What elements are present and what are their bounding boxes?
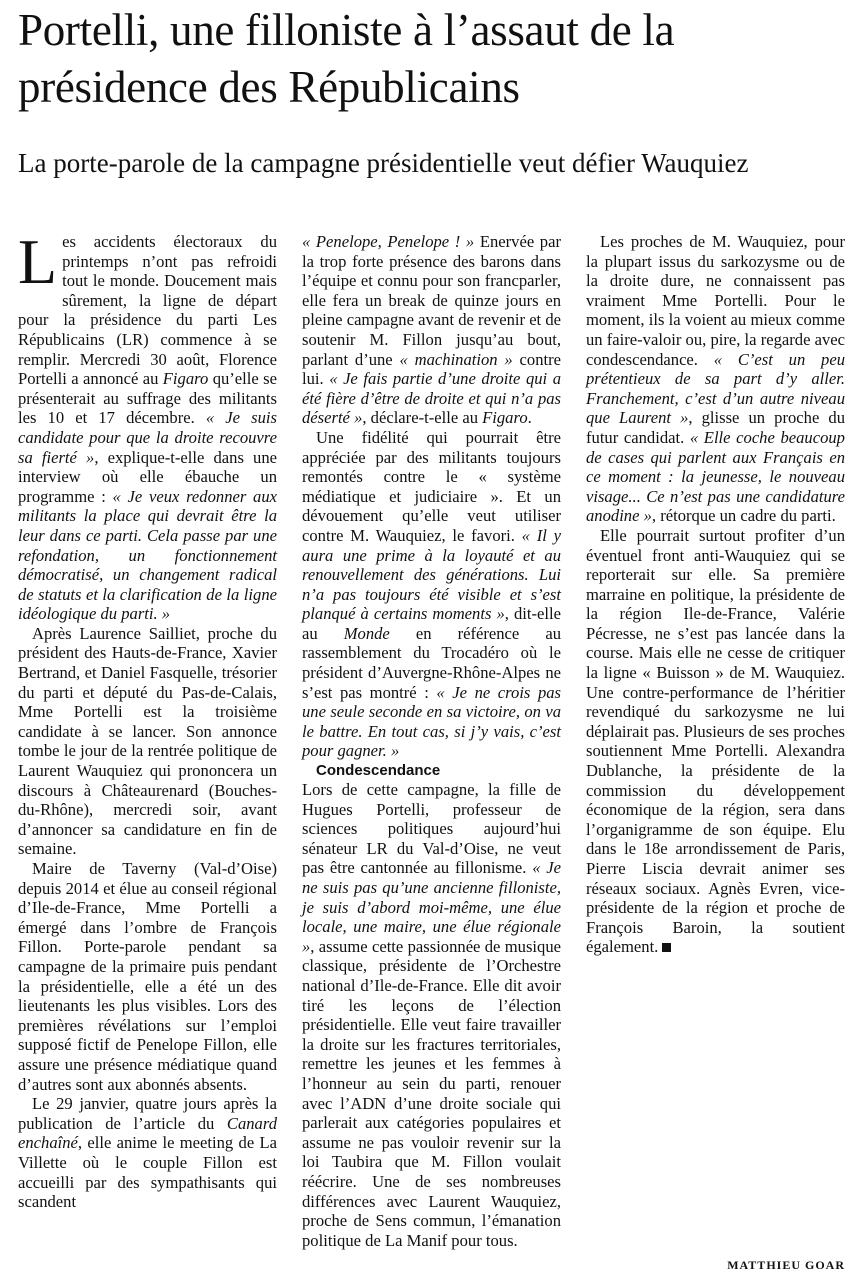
section-subtitle: Condescendance xyxy=(316,762,441,780)
paragraph xyxy=(302,428,561,761)
column-1 xyxy=(18,226,277,1212)
quote: « Il y aura une prime à la loyauté et au renouvellement des générations. Lui n’a pas toujours été visible et s’est planqué à certains moments » xyxy=(302,525,561,624)
text: qu’elle se présenterait au suffrage des militants les 10 et 17 décembre. xyxy=(18,369,277,428)
paragraph: Après Laurence Sailliet, proche du président des Hauts-de-France, Xavier Bertrand, et Daniel Fasquelle, trésorier du parti et député du Pas-de-Calais, Mme Portelli est la troisième candidate à se lancer. Son annonce tombe le jour de la rentrée politique de Laurent Wauquiez qui prononcera un discours à Châteaurenard (Bouches-du-Rhône), mercredi soir, avant d’annoncer sa candidature en fin de semaine. xyxy=(18,623,277,859)
text: Canard enchaîné xyxy=(18,1113,277,1153)
paragraph xyxy=(586,232,845,526)
column-2 xyxy=(302,232,561,1250)
text: , dit-elle au xyxy=(302,604,561,643)
text: , déclare-t-elle au xyxy=(362,408,483,428)
headline: Portelli, une filloniste à l’assaut de la présidence des Républicains xyxy=(18,5,675,112)
paragraph xyxy=(18,226,277,624)
text: Elle pourrait surtout profiter d’un éventuel front anti-Wauquiez qui se reporterait sur elle. Sa première marraine en politique, la présidente de la région Ile-de-France, Valérie Pécresse, ne s’est pas lancée dans la course. Mais elle ne cesse de critiquer la ligne « Buisson » de M. Wauquiez. Une contre-performance de l’héritier revendiqué du sarkozysme ne lui déplairait pas. Plusieurs de ses proches soutiennent Mme Portelli. Alexandra Dublanche, la présidente de la commission du développement économique de la région, sera dans l’organigramme de son équipe. Elu dans le 18e arrondissement de Paris, Pierre Liscia devrait animer ses réseaux sociaux. Agnès Evren, vice-présidente de la région et proche de François Baroin, la soutient également. xyxy=(586,525,845,957)
text: Le 29 janvier, quatre jours après la publication de l’article du xyxy=(18,1094,277,1133)
text: Monde xyxy=(343,623,390,643)
text: contre lui. xyxy=(302,349,561,389)
text: Figaro xyxy=(162,369,209,389)
paragraph xyxy=(18,1094,277,1212)
text: Figaro xyxy=(482,408,528,428)
text: Les proches de M. Wauquiez, pour la plupart issus du sarkozysme ou de la droite dure, ne connaissent pas vraiment Mme Portelli. Pour le moment, ils la voient au mieux comme un faire-valoir ou, pire, la regarde avec condescendance. xyxy=(586,232,845,369)
text: Enervée par la trop forte présence des barons dans l’équipe et connu pour son francparler, elle fera un break de quinze jours en pleine campagne avant de revenir et de soutenir M. Fillon jusqu’au bout, parlant d’une xyxy=(302,232,561,369)
quote: « Je veux redonner aux militants la place qui devrait être la leur dans ce parti. Cela passe par une refondation, un fonctionnement démocratisé, un changement radical de statuts et la clarification de la ligne idéologique du parti. » xyxy=(18,486,277,624)
quote: « C’est un peu prétentieux de sa part d’y aller. Franchement, c’est d’un autre niveau que Laurent » xyxy=(586,349,846,428)
text: , rétorque un cadre du parti. xyxy=(651,506,836,526)
text: , glisse un proche du futur candidat. xyxy=(586,408,845,447)
paragraph xyxy=(302,780,561,1250)
end-of-article-mark xyxy=(662,943,671,952)
drop-cap: L xyxy=(18,226,58,297)
column-3 xyxy=(586,232,845,957)
quote: « Je ne suis pas qu’une ancienne filloniste, je suis d’abord moi-même, une élue locale, une maire, une élue régionale » xyxy=(302,858,561,956)
quote: « Elle coche beaucoup de cases qui parlent aux Français en ce moment : la jeunesse, le nouveau visage... Ce n’est pas une candidature anodine » xyxy=(586,427,845,526)
quote: « machination » xyxy=(399,349,513,369)
text: en référence au rassemblement du Trocadéro où le président d’Auvergne-Rhône-Alpes ne s’est pas montré : xyxy=(302,623,561,702)
quote: « Penelope, Penelope ! » xyxy=(302,232,475,251)
paragraph: Maire de Taverny (Val-d’Oise) depuis 2014 et élue au conseil régional d’Ile-de-France, Mme Portelli a émergé dans l’ombre de François Fillon. Porte-parole pendant sa campagne de la primaire puis pendant la présidentielle, elle a été un des lieutenants les plus visibles. Lors des premières révélations sur l’emploi supposé fictif de Penelope Fillon, elle assure une présence médiatique quand d’autres sont aux abonnés absents. xyxy=(18,859,277,1094)
text: es accidents électoraux du printemps n’ont pas refroidi tout le monde. Doucement mais sûrement, la ligne de départ pour la présidence du parti Les Républicains (LR) commence à se remplir. Mercredi 30 août, Florence Portelli a annoncé au xyxy=(18,232,277,389)
text: Une fidélité qui pourrait être appréciée par des militants toujours remontés contre le « système médiatique et judiciaire ». Et un dévouement qu’elle veut utiliser contre M. Wauquiez, le favori. xyxy=(302,427,561,545)
article-body xyxy=(18,226,847,1252)
text: Lors de cette campagne, la fille de Hugues Portelli, professeur de sciences politiques aujourd’hui sénateur LR du Val-d’Oise, ne veut pas être cantonnée au fillonisme. xyxy=(302,780,561,878)
text: . xyxy=(527,408,532,428)
author-byline: MATTHIEU GOAR xyxy=(727,1258,845,1272)
quote: « Je fais partie d’une droite qui a été fière d’être de droite et qui n’a pas déserté » xyxy=(302,369,561,428)
quote: « Je suis candidate pour que la droite recouvre sa fierté » xyxy=(18,408,277,467)
text: , explique-t-elle dans une interview où elle ébauche un programme : xyxy=(18,447,277,506)
text: , assume cette passionnée de musique classique, présidente de l’Orchestre national d’Ile-de-France. Elle dit avoir tiré les leçons de l’élection présidentielle. Elle veut faire travailler la droite sur les fractures territoriales, remettre les jeunes et les femmes à l’honneur au sein du parti, renouer avec l’ADN d’une droite sociale qui parlerait aux catégories populaires et assume ne pas vouloir revenir sur la loi Taubira que M. Fillon voulait réécrire. Une de ses nombreuses différences avec Laurent Wauquiez, proche de Sens commun, l’émanation politique de La Manif pour tous. xyxy=(302,936,561,1250)
quote: « Je ne crois pas une seule seconde en sa victoire, on va le battre. En tout cas, si j’y vais, c’est pour gagner. » xyxy=(302,682,561,761)
paragraph xyxy=(302,232,561,428)
subheadline: La porte-parole de la campagne présidentielle veut défier Wauquiez xyxy=(18,148,749,178)
text: , elle anime le meeting de La Villette où le couple Fillon est accueilli par des sympathisants qui scandent xyxy=(18,1133,277,1212)
paragraph xyxy=(586,526,845,957)
